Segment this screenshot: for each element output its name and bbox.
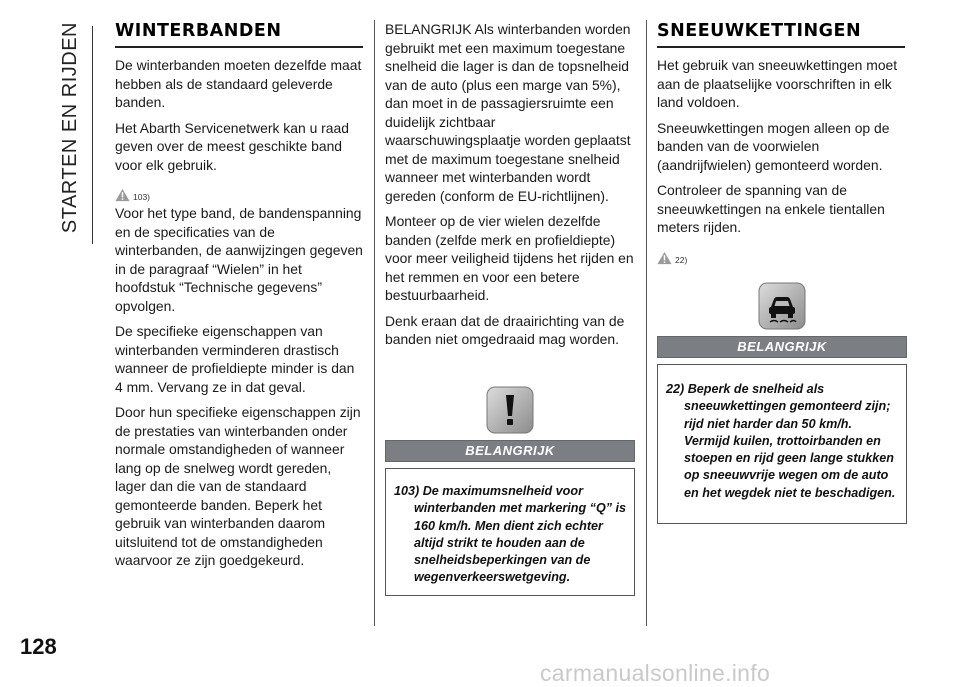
section-title-sneeuwkettingen: SNEEUWKETTINGEN — [657, 20, 905, 48]
column-snow-chains — [657, 20, 907, 267]
exclamation-warning-icon — [486, 386, 534, 434]
chapter-tab-rule — [92, 26, 93, 244]
warning-reference-number: 103) — [133, 192, 151, 202]
column-winter-tires — [115, 20, 365, 577]
column-winter-tires-continued — [385, 20, 635, 356]
skidding-car-icon — [758, 282, 806, 330]
warning-reference-number: 22) — [675, 254, 688, 265]
column-divider-2 — [646, 20, 647, 626]
chapter-tab — [58, 22, 82, 242]
warning-triangle-icon — [657, 251, 672, 265]
paragraph: Denk eraan dat de draairichting van de banden niet omgedraaid mag worden. — [385, 312, 625, 347]
paragraph: Het gebruik van sneeuwkettingen moet aan de plaatselijke voorschriften in elk land voldoen. — [657, 57, 898, 110]
paragraph: Door hun specifieke eigenschappen zijn de prestaties van winterbanden onder normale omstandigheden of wanneer lang op de snelweg wordt gereden, lager dan die van de standaard gemonteerde banden. Beperk het gebruik van winterbanden daarom uitsluitend tot de omstandigheden waarvoor ze zijn goedgekeurd. — [115, 404, 361, 568]
paragraph: De winterbanden moeten dezelfde maat hebben als de standaard geleverde banden. — [115, 57, 362, 110]
warning-header: BELANGRIJK — [657, 336, 907, 358]
warning-reference — [115, 182, 365, 202]
paragraph: Het Abarth Servicenetwerk kan u raad geven over de meest geschikte band voor elk gebruik. — [115, 119, 349, 173]
page-number: 128 — [20, 634, 57, 659]
warning-box — [385, 468, 635, 596]
warning-block-103 — [385, 386, 635, 596]
paragraph: Monteer op de vier wielen dezelfde banden (zelfde merk en profieldiepte) voor meer veiligheid tijdens het rijden en het remmen en voor een betere bestuurbaarheid. — [385, 213, 634, 303]
warning-text: 103) De maximumsnelheid voor winterbanden met markering “Q” is 160 km/h. Men dient zich echter altijd strikt te houden aan de snelheidsbeperkingen van de wegenverkeerswetgeving. — [394, 484, 627, 585]
paragraph: Sneeuwkettingen mogen alleen op de banden van de voorwielen (aandrijfwielen) gemonteerd worden. — [657, 119, 890, 173]
paragraph: BELANGRIJK Als winterbanden worden gebruikt met een maximum toegestane snelheid die lager is dan de topsnelheid van de auto (plus een marge van 5%), dan moet in de passagiersruimte een duidelijk zichtbaar waarschuwingsplaatje worden geplaatst met de maximum toegestane snelheid wanneer met winterbanden wordt gereden (conform de EU-richtlijnen). — [385, 21, 631, 204]
paragraph: Controleer de spanning van de sneeuwkettingen na enkele tientallen meters rijden. — [657, 182, 885, 235]
warning-text: 22) Beperk de snelheid als sneeuwkettingen gemonteerd zijn; rijd niet harder dan 50 km/h. Vermijd kuilen, trottoirbanden en stoepen en rijd geen lange stukken op sneeuwvrije wegen om de auto en het wegdek niet te beschadigen. — [666, 382, 896, 500]
warning-block-22 — [657, 282, 907, 524]
paragraph: De specifieke eigenschappen van winterbanden verminderen drastisch wanneer de profieldiepte minder is dan 4 mm. Vervang ze in dat geval. — [115, 323, 355, 395]
paragraph: Voor het type band, de bandenspanning en de specificaties van de winterbanden, de aanwijzingen gegeven in de paragraaf “Wielen” in het hoofdstuk “Technische gegevens” opvolgen. — [115, 205, 363, 314]
section-title-winterbanden: WINTERBANDEN — [115, 20, 363, 48]
warning-header: BELANGRIJK — [385, 440, 635, 462]
column-divider-1 — [374, 20, 375, 626]
chapter-title: STARTEN EN RIJDEN — [59, 22, 81, 234]
warning-reference — [657, 245, 907, 265]
warning-triangle-icon — [115, 188, 130, 202]
warning-box — [657, 364, 907, 524]
watermark: carmanualsonline.info — [540, 660, 771, 686]
